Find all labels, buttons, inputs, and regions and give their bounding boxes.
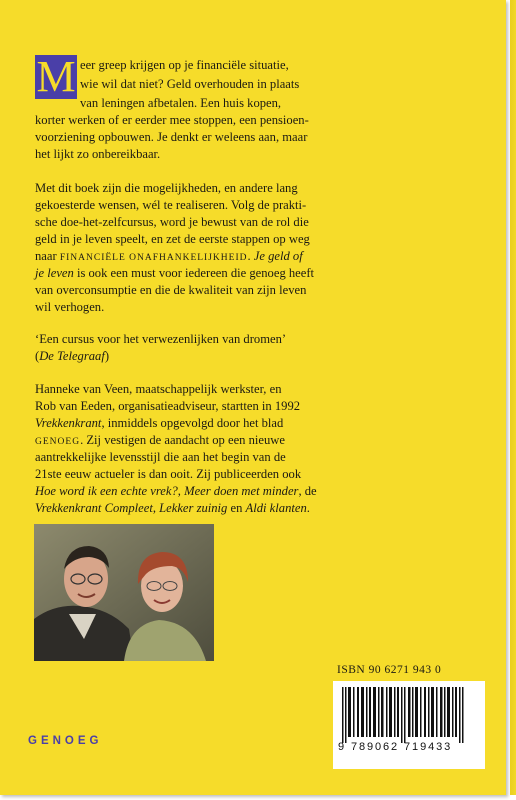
text: . Zij vestigen de aandacht op een nieuwe (80, 433, 285, 447)
text: , (152, 501, 160, 515)
small-caps-text: FINANCIËLE ONAFHANKELIJKHEID (59, 253, 248, 263)
body-line: wil verhogen. (35, 300, 105, 314)
isbn: ISBN 90 6271 943 0 (337, 664, 442, 676)
body-line: sche doe-het-zelfcursus, word je bewust van de rol die (35, 215, 309, 229)
text: , (177, 484, 185, 498)
author-line (35, 500, 310, 517)
text: . (247, 249, 254, 263)
text: , de (298, 484, 317, 498)
quote-source (35, 348, 109, 365)
intro-line-4: korter werken of er eerder mee stoppen, een pensioen- (35, 113, 309, 127)
author-photo (34, 524, 214, 661)
intro-line-2: wie wil dat niet? Geld overhouden in plaats (80, 77, 300, 91)
author-line (35, 483, 317, 500)
author-line: aantrekkelijke levensstijl die aan het begin van de (35, 450, 286, 464)
author-line: Rob van Eeden, organisatieadviseur, startten in 1992 (35, 399, 301, 413)
barcode-bars (333, 681, 485, 769)
body-line: van overconsumptie en die de kwaliteit van zijn leven (35, 283, 307, 297)
book-title: Lekker zuinig (159, 501, 228, 515)
intro-line-6: het lijkt zo onbereikbaar. (35, 147, 161, 161)
magazine-title: Vrekkenkrant (35, 416, 102, 430)
intro-line-5: voorziening opbouwen. Je denkt er weleens aan, maar (35, 130, 308, 144)
book-title: Vrekkenkrant Compleet (35, 501, 153, 515)
cover-edge (510, 0, 516, 795)
drop-cap: M (36, 52, 76, 101)
intro-line-1: eer greep krijgen op je financiële situatie, (80, 58, 289, 72)
book-title: Hoe word ik een echte vrek? (35, 484, 178, 498)
intro-line-3: van leningen afbetalen. Een huis kopen, (80, 96, 282, 110)
body-line: Met dit boek zijn die mogelijkheden, en andere lang (35, 181, 298, 195)
author-line: 21ste eeuw actueler is dan ooit. Zij publiceerden ook (35, 467, 302, 481)
text: naar (35, 249, 60, 263)
body-line: geld in je leven speelt, en zet de eerste stappen op weg (35, 232, 310, 246)
text: en (227, 501, 246, 515)
book-title: Aldi klanten (245, 501, 307, 515)
text: is ook een must voor iedereen die genoeg heeft (73, 266, 315, 280)
source-name: De Telegraaf (39, 349, 105, 363)
author-line: Hanneke van Veen, maatschappelijk werkster, en (35, 382, 282, 396)
press-quote: ‘Een cursus voor het verwezenlijken van dromen’ (35, 332, 287, 346)
book-title: je leven (35, 266, 74, 280)
author-photo-illustration (34, 524, 214, 661)
barcode (333, 681, 485, 769)
author-line (35, 415, 283, 432)
text: , inmiddels opgevolgd door het blad (101, 416, 284, 430)
text: . (306, 501, 310, 515)
text: ( (35, 349, 40, 363)
body-line: gekoesterde wensen, wél te realiseren. Volg de prakti- (35, 198, 307, 212)
book-title: Meer doen met minder (184, 484, 299, 498)
book-title: Je geld of (253, 249, 303, 263)
small-caps-text: GENOEG (35, 437, 81, 447)
text: ) (104, 349, 110, 363)
publisher-logo: GENOEG (28, 735, 103, 747)
barcode-number: 9 789062 719433 (338, 741, 453, 753)
body-line (35, 265, 314, 282)
